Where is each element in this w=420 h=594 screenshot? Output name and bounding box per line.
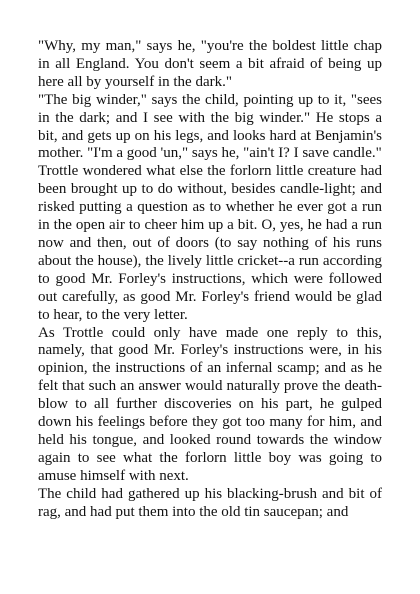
paragraph: As Trottle could only have made one reply to this, namely, that good Mr. Forley's instructions were, in his opinion, the instructions of an infernal scamp; and as he felt that such an answer would naturally prove the death-blow to all further discoveries on his part, he gulped down his feelings before they got too many for him, and held his tongue, and looked round towards the window again to see what the forlorn little boy was going to amuse himself with next.	[38, 324, 382, 484]
paragraph: "Why, my man," says he, "you're the boldest little chap in all England. You don't seem a bit afraid of being up here all by yourself in the dark."	[38, 38, 382, 90]
document-page	[38, 38, 382, 521]
paragraph: "The big winder," says the child, pointing up to it, "sees in the dark; and I see with the big winder." He stops a bit, and gets up on his legs, and looks hard at Benjamin's mother. "I'm a good 'un," says he, "ain't I? I save candle."	[38, 91, 382, 162]
paragraph: Trottle wondered what else the forlorn little creature had been brought up to do without, besides candle-light; and risked putting a question as to whether he ever got a run in the open air to cheer him up a bit. O, yes, he had a run now and then, out of doors (to say nothing of his runs about the house), the lively little cricket--a run according to good Mr. Forley's instructions, which were followed out carefully, as good Mr. Forley's friend would be glad to hear, to the very letter.	[38, 163, 382, 323]
paragraph: The child had gathered up his blacking-brush and bit of rag, and had put them into the old tin saucepan; and	[38, 485, 382, 520]
